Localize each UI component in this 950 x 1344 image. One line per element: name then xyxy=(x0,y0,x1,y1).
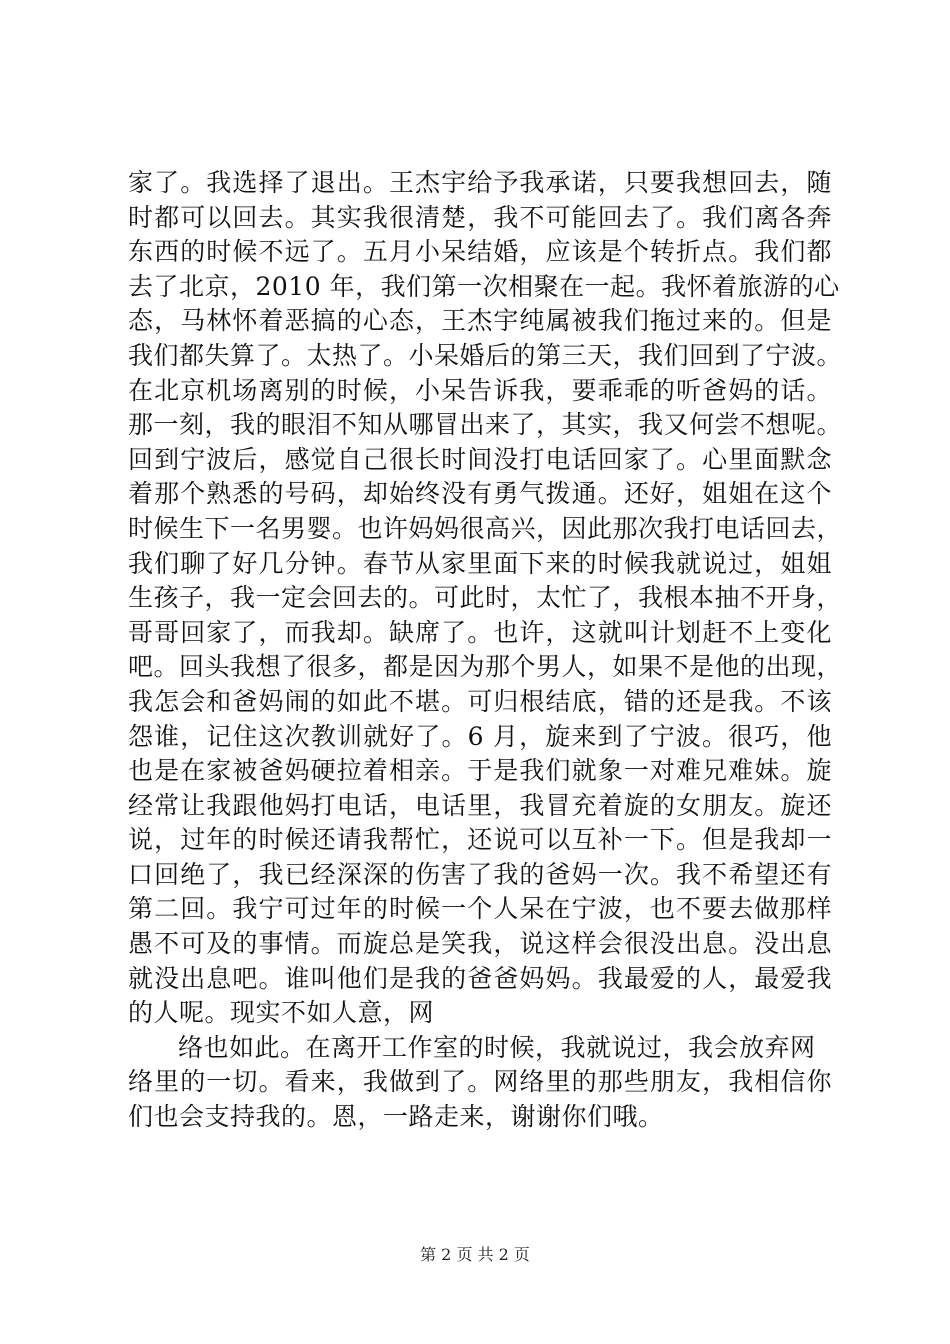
body-text xyxy=(128,166,843,1135)
text-line: 怨谁，记住这次教训就好了。6 月，旋来到了宁波。很巧，他 xyxy=(128,721,832,751)
text-line: 的人呢。现实不如人意，网 xyxy=(128,998,435,1028)
text-line: 们也会支持我的。恩，一路走来，谢谢你们哦。 xyxy=(128,1102,664,1132)
text-line: 在北京机场离别的时候，小呆告诉我，要乖乖的听爸妈的话。 xyxy=(128,375,832,405)
text-line: 吧。回头我想了很多，都是因为那个男人，如果不是他的出现， xyxy=(128,652,843,682)
text-line: 也是在家被爸妈硬拉着相亲。于是我们就象一对难兄难妹。旋 xyxy=(128,756,832,786)
text-line: 络也如此。在离开工作室的时候，我就说过，我会放弃网 xyxy=(178,1032,816,1062)
text-line: 说，过年的时候还请我帮忙，还说可以互补一下。但是我却一 xyxy=(128,825,832,855)
page-indicator: 第 2 页 共 2 页 xyxy=(420,1245,530,1264)
text-line: 我们聊了好几分钟。春节从家里面下来的时候我就说过，姐姐 xyxy=(128,548,832,578)
text-line: 态，马林怀着恶搞的心态，王杰宇纯属被我们拖过来的。但是 xyxy=(128,306,832,336)
text-line: 回到宁波后，感觉自己很长时间没打电话回家了。心里面默念 xyxy=(128,444,832,474)
text-line: 时候生下一名男婴。也许妈妈很高兴，因此那次我打电话回去， xyxy=(128,513,843,543)
text-line: 愚不可及的事情。而旋总是笑我，说这样会很没出息。没出息 xyxy=(128,929,832,959)
paragraph-1 xyxy=(128,166,843,1031)
text-line: 我怎会和爸妈闹的如此不堪。可归根结底，错的还是我。不该 xyxy=(128,686,832,716)
text-line: 着那个熟悉的号码，却始终没有勇气拨通。还好，姐姐在这个 xyxy=(128,479,832,509)
text-line: 经常让我跟他妈打电话，电话里，我冒充着旋的女朋友。旋还 xyxy=(128,790,832,820)
text-line: 去了北京，2010 年，我们第一次相聚在一起。我怀着旅游的心 xyxy=(128,271,840,301)
text-line: 哥哥回家了，而我却。缺席了。也许，这就叫计划赶不上变化 xyxy=(128,617,832,647)
text-line: 我们都失算了。太热了。小呆婚后的第三天，我们回到了宁波。 xyxy=(128,340,843,370)
text-line: 家了。我选择了退出。王杰宇给予我承诺，只要我想回去，随 xyxy=(128,168,832,197)
text-line: 时都可以回去。其实我很清楚，我不可能回去了。我们离各奔 xyxy=(128,202,832,232)
text-line: 生孩子，我一定会回去的。可此时，太忙了，我根本抽不开身， xyxy=(128,583,843,613)
page-footer xyxy=(0,1244,950,1266)
text-line: 那一刻，我的眼泪不知从哪冒出来了，其实，我又何尝不想呢。 xyxy=(128,410,843,440)
text-line: 第二回。我宁可过年的时候一个人呆在宁波，也不要去做那样 xyxy=(128,894,832,924)
paragraph-2 xyxy=(128,1031,832,1135)
text-line: 就没出息吧。谁叫他们是我的爸爸妈妈。我最爱的人，最爱我 xyxy=(128,963,832,993)
text-line: 口回绝了，我已经深深的伤害了我的爸妈一次。我不希望还有 xyxy=(128,859,832,889)
text-line: 东西的时候不远了。五月小呆结婚，应该是个转折点。我们都 xyxy=(128,237,832,267)
text-line: 络里的一切。看来，我做到了。网络里的那些朋友，我相信你 xyxy=(128,1067,832,1097)
